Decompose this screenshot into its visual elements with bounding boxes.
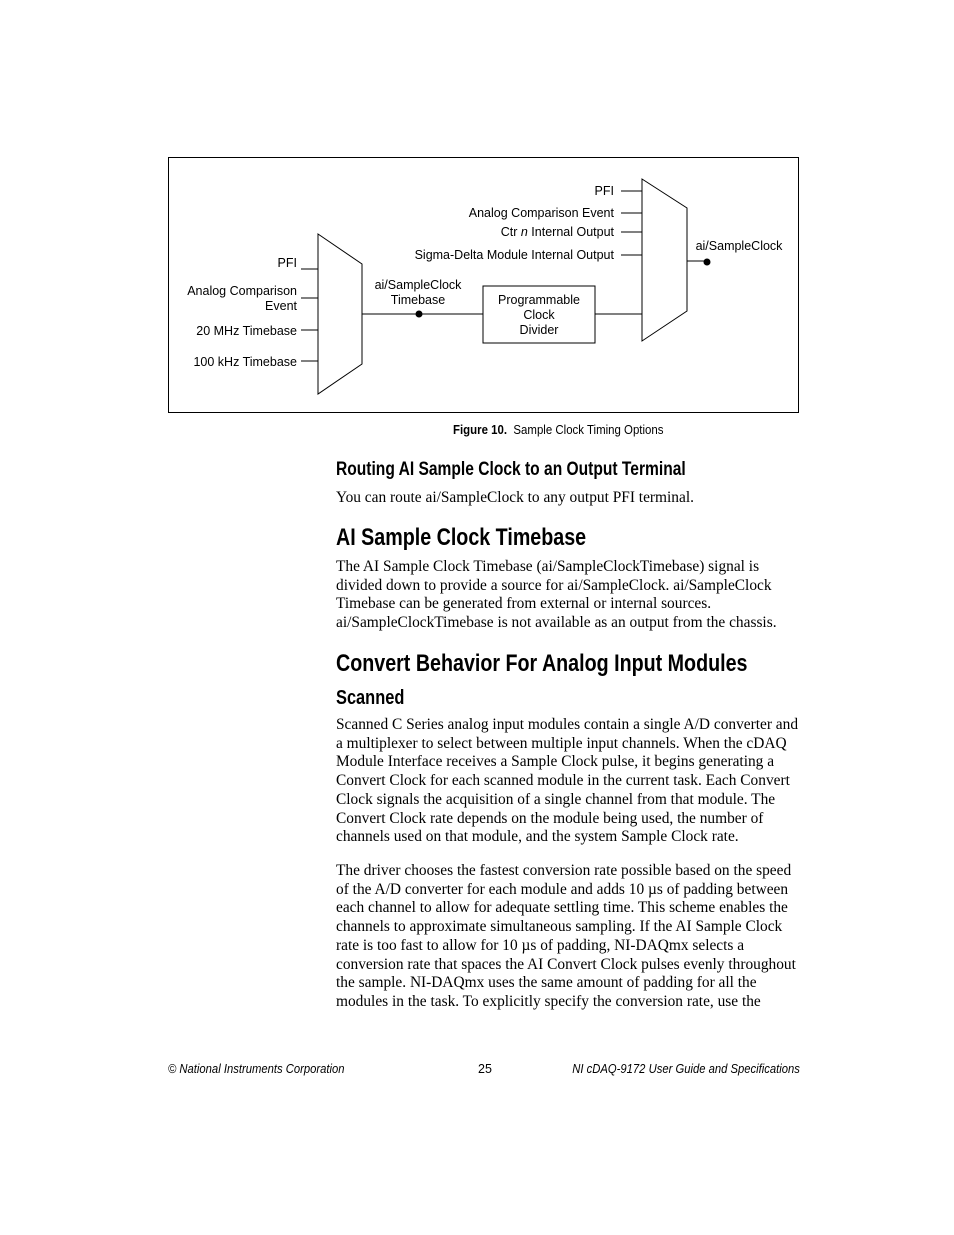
mux2-label-ctr: Ctr n Internal Output <box>500 225 614 239</box>
scanned-paragraph-1: Scanned C Series analog input modules contain a single A/D converter and a multiplexer to select between multiple input channels. When the cDAQ Module Interface receives a Sample Clock pulse, it begins generating a Convert Clock for each scanned module in the current task. Each Convert Clock signals the acquisition of a single channel from that module. The Convert Clock rate depends on the module being used, the number of channels used on that module, and the system Sample Clock rate. <box>336 716 799 846</box>
output-label: ai/SampleClock <box>695 239 783 253</box>
mux1-label-analog-line1: Analog Comparison <box>187 284 297 298</box>
routing-heading: Routing AI Sample Clock to an Output Terminal <box>336 459 686 480</box>
mux1-label-100khz: 100 kHz Timebase <box>193 355 297 369</box>
mux2-label-sigma: Sigma-Delta Module Internal Output <box>414 248 614 262</box>
divider-line1: Programmable <box>498 293 580 307</box>
mux1-label-pfi: PFI <box>277 256 297 270</box>
timebase-dot <box>416 311 423 318</box>
timebase-paragraph: The AI Sample Clock Timebase (ai/SampleClockTimebase) signal is divided down to provide a source for ai/SampleClock. ai/SampleClock Timebase can be generated from external or internal sources. ai/SampleClockTimebase is not available as an output from the chassis. <box>336 558 777 632</box>
routing-paragraph: You can route ai/SampleClock to any output PFI terminal. <box>336 489 694 506</box>
scanned-paragraph-2: The driver chooses the fastest conversion rate possible based on the speed of the A/D converter for each module and adds 10 µs of padding between each channel to allow for adequate settling time. This scheme enables the channels to approximate simultaneous sampling. If the AI Sample Clock rate is too fast to allow for 10 µs of padding, NI-DAQmx selects a conversion rate that spaces the AI Convert Clock pulses evenly throughout the sample. NI-DAQmx uses the same amount of padding for all the modules in the task. To explicitly specify the conversion rate, use the <box>336 862 796 1010</box>
timebase-heading: AI Sample Clock Timebase <box>336 524 587 551</box>
mux2-shape <box>642 179 687 341</box>
footer-copyright: © National Instruments Corporation <box>168 1062 345 1076</box>
mux1-shape <box>318 234 362 394</box>
divider-line3: Divider <box>519 323 559 337</box>
mux1-label-analog-line2: Event <box>265 299 297 313</box>
footer-doc-title: NI cDAQ-9172 User Guide and Specifications <box>572 1062 800 1076</box>
timebase-label-line1: ai/SampleClock <box>374 278 462 292</box>
footer-page-number: 25 <box>478 1062 492 1076</box>
mux1-label-20mhz: 20 MHz Timebase <box>196 324 297 338</box>
timing-diagram <box>169 158 800 414</box>
figure-sample-clock-timing <box>168 157 799 413</box>
divider-line2: Clock <box>523 308 555 322</box>
output-dot <box>704 259 711 266</box>
timebase-label-line2: Timebase <box>390 293 446 307</box>
mux2-label-pfi: PFI <box>594 184 614 198</box>
figure-caption <box>453 422 663 437</box>
caption-number: Figure 10. <box>453 422 508 437</box>
convert-heading: Convert Behavior For Analog Input Modules <box>336 650 748 677</box>
caption-text: Sample Clock Timing Options <box>513 422 664 437</box>
mux2-label-analog: Analog Comparison Event <box>468 206 614 220</box>
scanned-heading: Scanned <box>336 687 405 709</box>
